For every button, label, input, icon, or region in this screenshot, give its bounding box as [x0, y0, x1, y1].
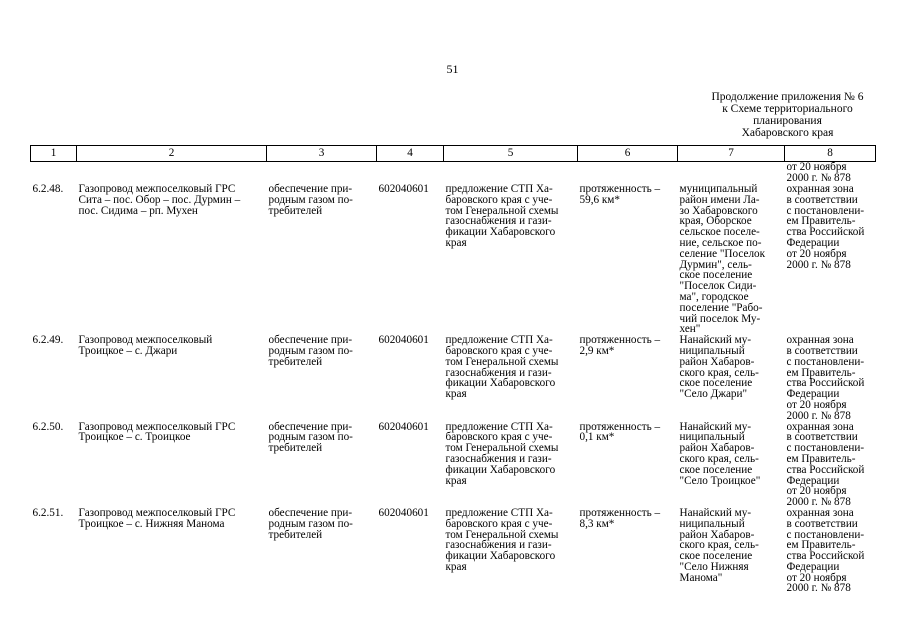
cell-line: ское поселение [679, 377, 753, 390]
object-name-cell [77, 508, 267, 594]
location-cell [678, 508, 785, 594]
carryover-row [31, 162, 876, 185]
cell-line: ства Российской [786, 377, 865, 390]
cell-line: от 20 ноября [786, 398, 847, 411]
appendix-line-4: Хабаровского края [741, 127, 834, 139]
cell-line: 2000 г. № 878 [786, 582, 851, 595]
cell-line: от 20 ноября [786, 247, 847, 260]
cell-line: ства Российской [786, 226, 865, 239]
row-number-cell: 6.2.49. [32, 334, 64, 347]
cell-line: края [445, 388, 467, 401]
cell-line: края [445, 236, 467, 249]
appendix-line-2: к Схеме территориального [722, 103, 853, 115]
cell-line: баровского края с уче- [445, 344, 553, 357]
cell-line: ем Правитель- [786, 539, 856, 552]
cell-line: газоснабжения и гази- [445, 215, 552, 228]
code-cell: 602040601 [378, 183, 429, 195]
cell-line: том Генеральной схемы [445, 204, 559, 217]
cell-line: родным газом по- [268, 517, 353, 530]
purpose-cell [267, 335, 377, 421]
cell-line: селение "Поселок [679, 247, 766, 260]
cell-line: 2000 г. № 878 [786, 496, 851, 509]
cell-line: "Село Троицкое" [679, 474, 761, 487]
length-cell [578, 184, 678, 335]
appendix-line-1: Продолжение приложения № 6 [711, 91, 864, 103]
cell-line: хен" [679, 323, 701, 336]
location-cell [678, 335, 785, 421]
row-number-cell: 6.2.48. [32, 183, 64, 195]
cell-line: Газопровод межпоселковый ГРС [78, 183, 236, 195]
cell-line: Газопровод межпоселковый ГРС [78, 420, 236, 433]
cell-line: том Генеральной схемы [445, 442, 559, 455]
cell-line: обеспечение при- [268, 334, 353, 347]
cell-line: пос. Сидима – рп. Мухен [78, 204, 198, 217]
cell-line: охранная зона [786, 183, 854, 195]
cell-line: газоснабжения и гази- [445, 452, 552, 465]
cell-line: ское поселение [679, 463, 753, 476]
cell-line: в соответствии [786, 344, 858, 357]
table-header-row [31, 146, 876, 162]
cell-line: 8,3 км* [579, 517, 615, 530]
cell-line: ского края, сель- [679, 539, 759, 552]
zone-cell [785, 184, 876, 335]
basis-cell [444, 184, 578, 335]
cell-line: Дурмин", сель- [679, 258, 752, 271]
cell-line: края [445, 474, 467, 487]
carryover-line: 2000 г. № 878 [786, 171, 851, 184]
object-name-cell [77, 335, 267, 421]
cell-line: Нанайский му- [679, 334, 752, 347]
cell-line: в соответствии [786, 193, 858, 206]
column-header-1: 1 [31, 146, 77, 162]
cell-line: район имени Ла- [679, 193, 760, 206]
table-row [31, 508, 876, 594]
cell-line: ниципальный [679, 344, 745, 357]
cell-line: фикации Хабаровского [445, 463, 556, 476]
cell-line: газоснабжения и гази- [445, 366, 552, 379]
cell-line: 59,6 км* [579, 193, 620, 206]
appendix-line-3: планирования [753, 115, 822, 127]
length-cell [578, 335, 678, 421]
cell-line: края, Оборское [679, 215, 752, 228]
cell-line: Манома" [679, 571, 723, 584]
code-cell: 602040601 [378, 334, 429, 347]
cell-line: с постановлени- [786, 528, 865, 541]
basis-cell [444, 335, 578, 421]
cell-line: фикации Хабаровского [445, 550, 556, 563]
carryover-zone-cell [785, 162, 876, 185]
cell-line: обеспечение при- [268, 420, 353, 433]
cell-line: чий поселок Му- [679, 312, 761, 325]
cell-line: предложение СТП Ха- [445, 183, 553, 195]
cell-line: том Генеральной схемы [445, 355, 559, 368]
cell-line: предложение СТП Ха- [445, 420, 553, 433]
table-row [31, 335, 876, 421]
cell-line: 0,1 км* [579, 431, 615, 444]
purpose-cell [267, 508, 377, 594]
cell-line: "Село Нижняя [679, 560, 749, 573]
cell-line: требителей [268, 204, 323, 217]
cell-line: ние, сельское по- [679, 236, 762, 249]
location-cell [678, 422, 785, 508]
cell-line: фикации Хабаровского [445, 377, 556, 390]
column-header-8: 8 [785, 146, 876, 162]
cell-line: Троицкое – с. Троицкое [78, 431, 191, 444]
purpose-cell [267, 184, 377, 335]
cell-line: баровского края с уче- [445, 517, 553, 530]
cell-line: ского края, сель- [679, 366, 759, 379]
cell-line: 2000 г. № 878 [786, 409, 851, 422]
cell-line: края [445, 560, 467, 573]
cell-line: предложение СТП Ха- [445, 506, 553, 519]
cell-line: район Хабаров- [679, 442, 755, 455]
column-header-6: 6 [578, 146, 678, 162]
cell-line: обеспечение при- [268, 506, 353, 519]
length-cell [578, 508, 678, 594]
zone-cell [785, 422, 876, 508]
cell-line: ского края, сель- [679, 452, 759, 465]
cell-line: Троицкое – с. Джари [78, 344, 178, 357]
cell-line: требителей [268, 355, 323, 368]
cell-line: ем Правитель- [786, 366, 856, 379]
code-cell: 602040601 [378, 420, 429, 433]
cell-line: Газопровод межпоселковый ГРС [78, 506, 236, 519]
cell-line: от 20 ноября [786, 571, 847, 584]
cell-line: 2,9 км* [579, 344, 615, 357]
cell-line: протяженность – [579, 506, 661, 519]
cell-line: район Хабаров- [679, 528, 755, 541]
column-header-4: 4 [377, 146, 444, 162]
cell-line: протяженность – [579, 334, 661, 347]
cell-line: ское поселение [679, 550, 753, 563]
column-header-2: 2 [77, 146, 267, 162]
cell-line: протяженность – [579, 420, 661, 433]
cell-line: требителей [268, 442, 323, 455]
cell-line: ское поселение [679, 269, 753, 282]
column-header-3: 3 [267, 146, 377, 162]
cell-line: ства Российской [786, 550, 865, 563]
cell-line: в соответствии [786, 431, 858, 444]
cell-line: Федерации [786, 474, 840, 487]
cell-line: Федерации [786, 388, 840, 401]
cell-line: ниципальный [679, 517, 745, 530]
length-cell [578, 422, 678, 508]
carryover-line: от 20 ноября [786, 161, 847, 173]
cell-line: родным газом по- [268, 344, 353, 357]
cell-line: район Хабаров- [679, 355, 755, 368]
objects-table [30, 145, 876, 594]
cell-line: ниципальный [679, 431, 745, 444]
table-row [31, 184, 876, 335]
cell-line: ства Российской [786, 463, 865, 476]
row-number-cell: 6.2.51. [32, 506, 64, 519]
cell-line: Федерации [786, 236, 840, 249]
cell-line: Нанайский му- [679, 506, 752, 519]
cell-line: сельское поселе- [679, 226, 760, 239]
cell-line: предложение СТП Ха- [445, 334, 553, 347]
cell-line: охранная зона [786, 334, 854, 347]
column-header-7: 7 [678, 146, 785, 162]
page-number: 51 [446, 62, 459, 76]
cell-line: обеспечение при- [268, 183, 353, 195]
object-name-cell [77, 422, 267, 508]
zone-cell [785, 335, 876, 421]
code-cell: 602040601 [378, 506, 429, 519]
cell-line: в соответствии [786, 517, 858, 530]
object-name-cell [77, 184, 267, 335]
cell-line: ем Правитель- [786, 215, 856, 228]
cell-line: баровского края с уче- [445, 193, 553, 206]
cell-line: ма", городское [679, 290, 749, 303]
purpose-cell [267, 422, 377, 508]
cell-line: протяженность – [579, 183, 661, 195]
appendix-header [695, 91, 880, 139]
cell-line: охранная зона [786, 506, 854, 519]
cell-line: "Поселок Сиди- [679, 280, 757, 293]
cell-line: с постановлени- [786, 204, 865, 217]
cell-line: баровского края с уче- [445, 431, 553, 444]
cell-line: охранная зона [786, 420, 854, 433]
column-header-5: 5 [444, 146, 578, 162]
cell-line: Нанайский му- [679, 420, 752, 433]
cell-line: родным газом по- [268, 193, 353, 206]
cell-line: Сита – пос. Обор – пос. Дурмин – [78, 193, 241, 206]
cell-line: требителей [268, 528, 323, 541]
basis-cell [444, 422, 578, 508]
cell-line: родным газом по- [268, 431, 353, 444]
basis-cell [444, 508, 578, 594]
cell-line: том Генеральной схемы [445, 528, 559, 541]
cell-line: с постановлени- [786, 355, 865, 368]
row-number-cell: 6.2.50. [32, 420, 64, 433]
cell-line: с постановлени- [786, 442, 865, 455]
cell-line: фикации Хабаровского [445, 226, 556, 239]
cell-line: 2000 г. № 878 [786, 258, 851, 271]
cell-line: Троицкое – с. Нижняя Манома [78, 517, 225, 530]
table-row [31, 422, 876, 508]
cell-line: газоснабжения и гази- [445, 539, 552, 552]
cell-line: ем Правитель- [786, 452, 856, 465]
zone-cell [785, 508, 876, 594]
cell-line: от 20 ноября [786, 485, 847, 498]
location-cell [678, 184, 785, 335]
cell-line: Федерации [786, 560, 840, 573]
cell-line: Газопровод межпоселковый [78, 334, 213, 347]
cell-line: "Село Джари" [679, 388, 748, 401]
cell-line: зо Хабаровского [679, 204, 758, 217]
cell-line: муниципальный [679, 183, 758, 195]
cell-line: поселение "Рабо- [679, 301, 763, 314]
